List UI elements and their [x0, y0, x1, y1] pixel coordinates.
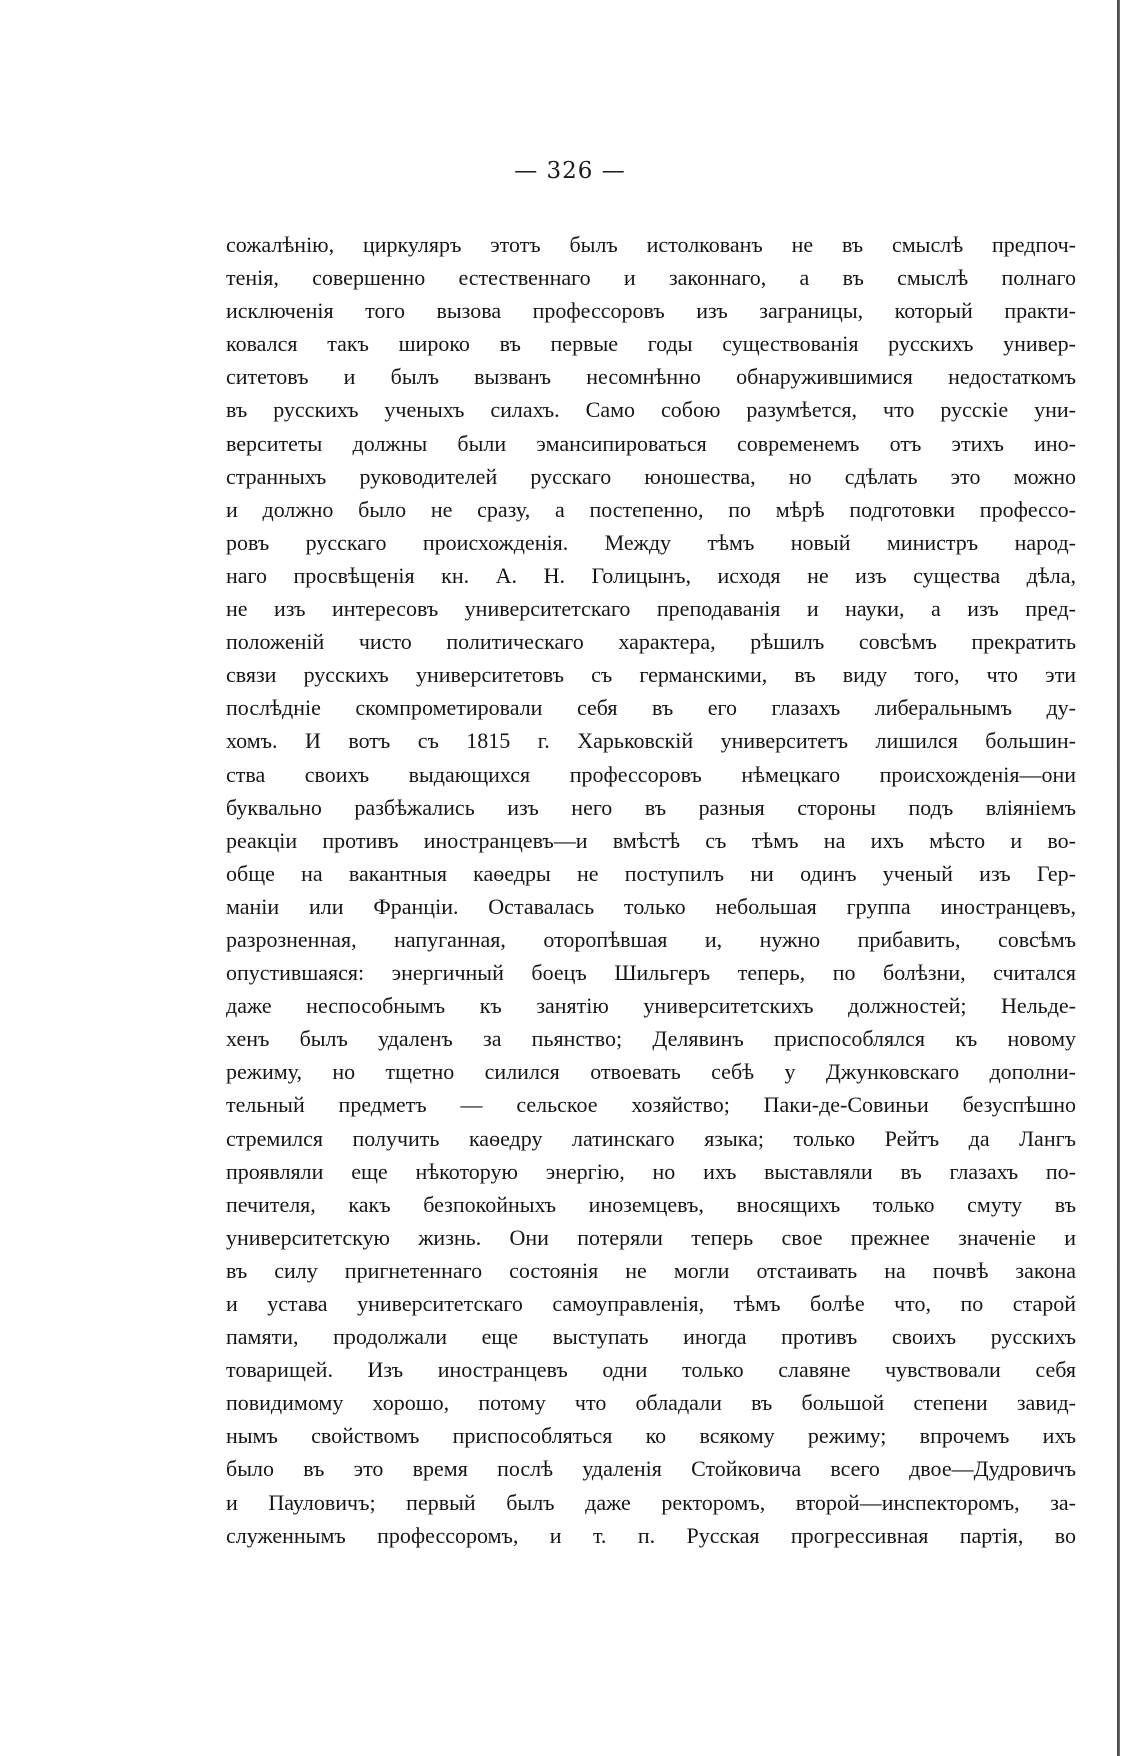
text-line: и Пауловичъ; первый былъ даже ректоромъ, второй—инспекторомъ, за- [226, 1489, 1076, 1515]
text-line: памяти, продолжали еще выступать иногда противъ своихъ русскихъ [226, 1324, 1076, 1350]
text-line: въ силу пригнетеннаго состоянія не могли отстаивать на почвѣ закона [226, 1257, 1076, 1283]
text-line: было въ это время послѣ удаленія Стойковича всего двое—Дудровичъ [226, 1456, 1076, 1482]
text-line: проявляли еще нѣкоторую энергію, но ихъ выставляли въ глазахъ по- [226, 1158, 1076, 1184]
text-line: хомъ. И вотъ съ 1815 г. Харьковскій университетъ лишился большин- [226, 728, 1076, 754]
text-line: товарищей. Изъ иностранцевъ одни только славяне чувствовали себя [226, 1357, 1076, 1383]
text-line: сожалѣнію, циркуляръ этотъ былъ истолкованъ не въ смыслѣ предпоч- [226, 232, 1076, 257]
text-line: и должно было не сразу, а постепенно, по мѣрѣ подготовки профессо- [226, 496, 1076, 522]
text-line: разрозненная, напуганная, оторопѣвшая и, нужно прибавить, совсѣмъ [226, 926, 1076, 952]
text-line: ковался такъ широко въ первые годы существованія русскихъ универ- [226, 331, 1076, 357]
text-line: университетскую жизнь. Они потеряли теперь свое прежнее значеніе и [226, 1224, 1076, 1250]
text-line: положеній чисто политическаго характера, рѣшилъ совсѣмъ прекратить [226, 629, 1076, 655]
text-line: даже неспособнымъ къ занятію университетскихъ должностей; Нельде- [226, 993, 1076, 1019]
text-line: реакціи противъ иностранцевъ—и вмѣстѣ съ тѣмъ на ихъ мѣсто и во- [226, 827, 1076, 853]
text-line: тельный предметъ — сельское хозяйство; Паки-де-Совиньи безуспѣшно [226, 1092, 1076, 1118]
text-line: ства своихъ выдающихся профессоровъ нѣмецкаго происхожденія—они [226, 761, 1076, 787]
text-line: хенъ былъ удаленъ за пьянство; Делявинъ приспособлялся къ новому [226, 1026, 1076, 1052]
scan-edge-shadow [1117, 0, 1120, 1756]
text-line: стремился получить каѳедру латинскаго языка; только Рейтъ да Лангъ [226, 1125, 1076, 1151]
text-line: тенія, совершенно естественнаго и законнаго, а въ смыслѣ полнаго [226, 265, 1076, 291]
text-line: опустившаяся: энергичный боецъ Шильгеръ теперь, по болѣзни, считался [226, 960, 1076, 986]
text-line: странныхъ руководителей русскаго юношества, но сдѣлать это можно [226, 463, 1076, 489]
text-line: въ русскихъ ученыхъ силахъ. Само собою разумѣется, что русскіе уни- [226, 397, 1076, 423]
text-line: и устава университетскаго самоуправленія, тѣмъ болѣе что, по старой [226, 1291, 1076, 1316]
text-line: служеннымъ профессоромъ, и т. п. Русская прогрессивная партія, во [226, 1522, 1076, 1548]
text-line: печителя, какъ безпокойныхъ иноземцевъ, вносящихъ только смуту въ [226, 1191, 1076, 1217]
text-line: повидимому хорошо, потому что обладали въ большой степени завид- [226, 1390, 1076, 1416]
text-line: связи русскихъ университетовъ съ германскими, въ виду того, что эти [226, 662, 1076, 688]
text-line: режиму, но тщетно силился отвоевать себѣ у Джунковскаго дополни- [226, 1059, 1076, 1085]
text-line: нымъ свойствомъ приспособляться ко всякому режиму; впрочемъ ихъ [226, 1423, 1076, 1449]
text-line: маніи или Франціи. Оставалась только небольшая группа иностранцевъ, [226, 893, 1076, 919]
text-line: ровъ русскаго происхожденія. Между тѣмъ новый министръ народ- [226, 529, 1076, 555]
text-line: наго просвѣщенія кн. А. Н. Голицынъ, исходя не изъ существа дѣла, [226, 562, 1076, 588]
text-line: ситетовъ и былъ вызванъ несомнѣнно обнаружившимися недостаткомъ [226, 364, 1076, 390]
text-line: верситеты должны были эмансипироваться современемъ отъ этихъ ино- [226, 430, 1076, 456]
page-number: — 326 — [514, 158, 626, 184]
text-line: буквально разбѣжались изъ него въ разныя стороны подъ вліяніемъ [226, 794, 1076, 820]
text-line: послѣдніе скомпрометировали себя въ его глазахъ либеральнымъ ду- [226, 695, 1076, 721]
text-line: исключенія того вызова профессоровъ изъ заграницы, который практи- [226, 298, 1076, 324]
body-text [226, 228, 1076, 1552]
text-line: не изъ интересовъ университетскаго преподаванія и науки, а изъ пред- [226, 596, 1076, 622]
text-line: обще на вакантныя каѳедры не поступилъ ни одинъ ученый изъ Гер- [226, 860, 1076, 886]
